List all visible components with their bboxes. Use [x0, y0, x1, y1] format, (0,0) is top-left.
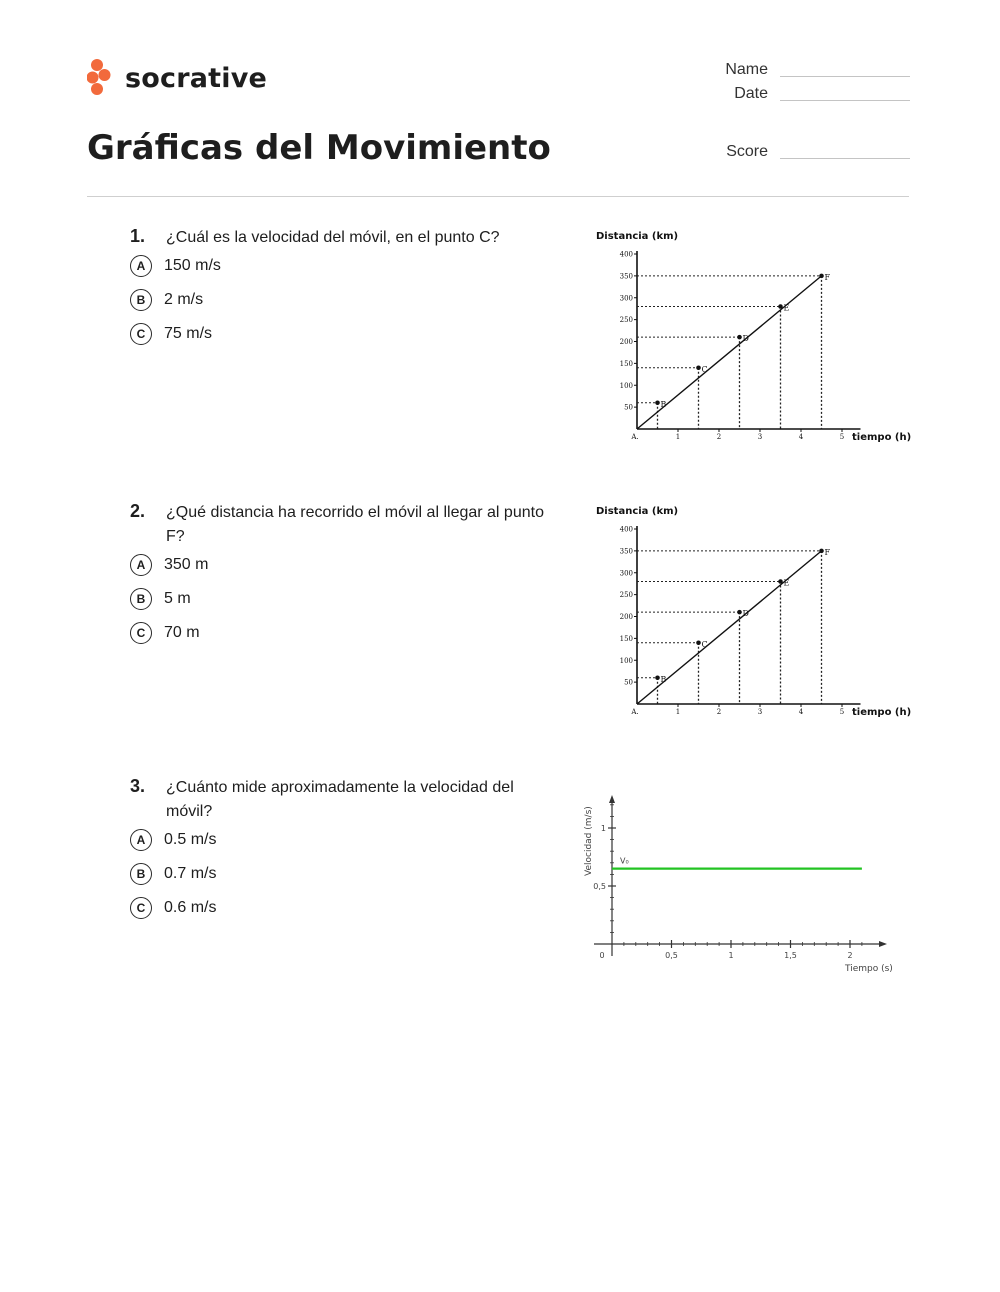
date-label: Date: [734, 85, 768, 102]
y-tick-label: 1: [600, 824, 606, 833]
chart-title: Distancia (km): [596, 506, 679, 517]
option-text: 2 m/s: [164, 291, 204, 308]
option-letter-circle[interactable]: A: [130, 255, 152, 277]
score-line[interactable]: [780, 157, 910, 159]
point-label: C: [701, 364, 708, 374]
option-letter-circle[interactable]: B: [130, 863, 152, 885]
y-tick-label: 50: [624, 403, 633, 412]
data-point: [737, 610, 742, 615]
data-point: [696, 365, 701, 370]
question-number: 2.: [130, 501, 146, 521]
x-tick-label: 1: [728, 951, 734, 960]
date-field[interactable]: [690, 85, 910, 103]
name-field[interactable]: [690, 61, 910, 79]
option-letter-circle[interactable]: C: [130, 622, 152, 644]
header-divider: [87, 196, 909, 197]
data-point: [655, 675, 660, 680]
chart-title: Distancia (km): [596, 231, 679, 242]
score-field[interactable]: [690, 143, 910, 161]
option-a[interactable]: [130, 823, 550, 857]
point-label: F: [824, 547, 831, 557]
option-letter-circle[interactable]: B: [130, 289, 152, 311]
data-point: [696, 640, 701, 645]
question-1: [130, 226, 550, 351]
data-point: [819, 549, 824, 554]
y-tick-label: 100: [619, 381, 633, 390]
option-letter-circle[interactable]: A: [130, 829, 152, 851]
y-tick-label: 400: [619, 525, 633, 534]
x-axis-label: tiempo (h): [852, 707, 912, 718]
x-tick-label: 4: [798, 433, 804, 441]
distance-time-chart-svg: [590, 224, 920, 456]
x-tick-label: 3: [757, 433, 763, 441]
socrative-logo: [87, 56, 267, 100]
option-c[interactable]: [130, 891, 550, 925]
y-tick-label: 250: [619, 316, 633, 325]
score-label: Score: [726, 143, 768, 160]
x-tick-label: 2: [716, 433, 722, 441]
option-text: 0.7 m/s: [164, 865, 217, 882]
question-text: ¿Qué distancia ha recorrido el móvil al llegar al punto F?: [166, 504, 544, 545]
option-c[interactable]: [130, 616, 550, 650]
option-b[interactable]: [130, 283, 550, 317]
data-point: [778, 304, 783, 309]
option-c[interactable]: [130, 317, 550, 351]
y-tick-label: 150: [619, 359, 633, 368]
x-axis-arrow: [879, 941, 887, 947]
question-text: ¿Cuánto mide aproximadamente la velocidad del móvil?: [166, 779, 514, 820]
y-tick-label: 350: [619, 547, 633, 556]
origin-label: 0: [599, 951, 605, 960]
option-text: 150 m/s: [164, 257, 221, 274]
point-label: F: [824, 272, 831, 282]
option-text: 0.5 m/s: [164, 831, 217, 848]
option-text: 75 m/s: [164, 325, 213, 342]
y-tick-label: 100: [619, 656, 633, 665]
question-number: 1.: [130, 226, 146, 246]
question-number: 3.: [130, 776, 146, 796]
velocity-time-chart-svg: [575, 788, 910, 978]
velocity-time-chart: [575, 788, 910, 978]
x-tick-label: 2: [716, 708, 722, 716]
page-title: Gráficas del Movimiento: [87, 128, 551, 168]
x-tick-label: 5: [839, 708, 845, 716]
x-tick-label: 1,5: [784, 951, 797, 960]
logo-mark-icon: [87, 58, 119, 98]
point-label: C: [701, 639, 708, 649]
x-tick-label: 1: [675, 433, 681, 441]
logo-text: socrative: [125, 62, 268, 94]
option-text: 350 m: [164, 556, 209, 573]
y-axis-label: Velocidad (m/s): [584, 806, 594, 876]
point-label: B: [660, 399, 667, 409]
option-text: 5 m: [164, 590, 191, 607]
option-a[interactable]: [130, 249, 550, 283]
data-point: [819, 274, 824, 279]
option-text: 0.6 m/s: [164, 899, 217, 916]
option-a[interactable]: [130, 548, 550, 582]
x-tick-label: 1: [675, 708, 681, 716]
data-point: [737, 335, 742, 340]
point-label: D: [742, 609, 749, 619]
date-line[interactable]: [780, 99, 910, 101]
name-label: Name: [725, 61, 768, 78]
x-tick-label: 0,5: [665, 951, 678, 960]
point-label: E: [783, 578, 790, 588]
y-tick-label: 200: [619, 338, 633, 346]
distance-time-chart-2: [590, 499, 920, 731]
option-text: 70 m: [164, 624, 200, 641]
x-axis-label: tiempo (h): [852, 432, 912, 443]
y-tick-label: 250: [619, 591, 633, 600]
option-letter-circle[interactable]: A: [130, 554, 152, 576]
distance-time-chart-1: [590, 224, 920, 456]
y-tick-label: 0,5: [593, 882, 606, 891]
data-point: [655, 400, 660, 405]
x-tick-label: 2: [847, 951, 853, 960]
y-tick-label: 300: [619, 569, 633, 578]
y-axis-arrow: [609, 795, 615, 803]
origin-label: A.: [631, 708, 639, 716]
question-2: [130, 501, 550, 650]
y-tick-label: 400: [619, 250, 633, 259]
option-letter-circle[interactable]: C: [130, 897, 152, 919]
option-letter-circle[interactable]: B: [130, 588, 152, 610]
point-label: E: [783, 303, 790, 313]
option-letter-circle[interactable]: C: [130, 323, 152, 345]
point-label: D: [742, 334, 749, 344]
origin-label: A.: [631, 433, 639, 441]
option-b[interactable]: [130, 857, 550, 891]
point-label: B: [660, 674, 667, 684]
x-tick-label: 3: [757, 708, 763, 716]
series-label: V₀: [620, 856, 629, 866]
x-tick-label: 4: [798, 708, 804, 716]
distance-time-chart-svg: [590, 499, 920, 731]
y-tick-label: 200: [619, 613, 633, 621]
question-3: [130, 776, 550, 925]
data-point: [778, 579, 783, 584]
x-tick-label: 5: [839, 433, 845, 441]
name-line[interactable]: [780, 75, 910, 77]
y-tick-label: 350: [619, 272, 633, 281]
y-tick-label: 150: [619, 634, 633, 643]
y-tick-label: 300: [619, 294, 633, 303]
x-axis-label: Tiempo (s): [845, 964, 893, 974]
option-b[interactable]: [130, 582, 550, 616]
y-tick-label: 50: [624, 678, 633, 687]
question-text: ¿Cuál es la velocidad del móvil, en el punto C?: [166, 229, 500, 246]
